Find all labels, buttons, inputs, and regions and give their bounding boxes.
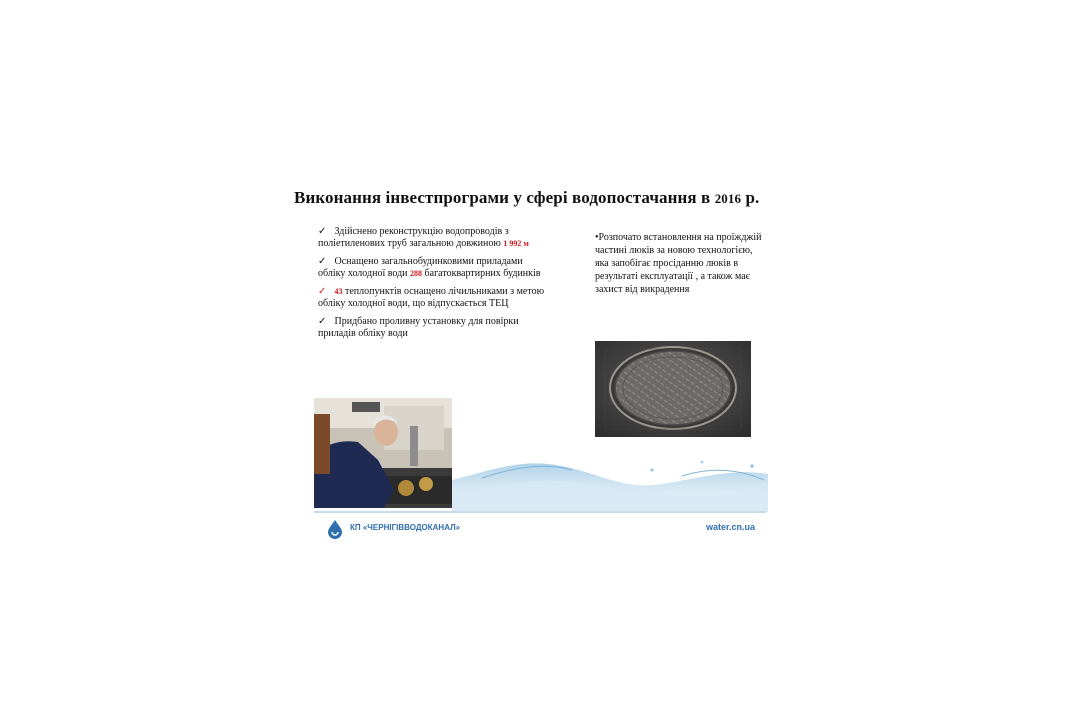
list-item xyxy=(318,256,550,280)
item-text: Придбано проливну установку для повірки приладів обліку води xyxy=(318,316,519,339)
checkmark-icon: ✓ xyxy=(318,256,327,267)
list-item xyxy=(318,316,550,340)
item-number: 1 992 м xyxy=(503,239,529,248)
item-number: 288 xyxy=(410,269,423,278)
checkmark-icon: ✓ xyxy=(318,316,327,327)
footer-divider xyxy=(314,511,766,513)
footer-website-link[interactable]: water.cn.ua xyxy=(706,522,756,532)
footer-brand: КП «ЧЕРНІГІВВОДОКАНАЛ» xyxy=(350,523,461,532)
checkmark-icon: ✓ xyxy=(318,226,327,237)
item-text: Здійснено реконструкцію водопроводів з поліетиленових труб загальною довжиною xyxy=(318,226,509,249)
slide-title xyxy=(294,188,794,208)
water-drop-logo-icon xyxy=(326,519,344,539)
item-number: 43 xyxy=(334,287,343,296)
item-text: Оснащено загальнобудинковими приладами обліку холодної води xyxy=(318,256,523,279)
list-item xyxy=(318,226,550,250)
list-item xyxy=(318,286,550,310)
manhole-note: •Розпочато встановлення на проїжджій частині люків за новою технологією, яка запобігає просіданню люків в результаті експлуатації , а також має захист від викрадення xyxy=(595,232,762,295)
item-text-post: теплопунктів оснащено лічильниками з метою обліку холодної води, що відпускається ТЕЦ xyxy=(318,286,545,309)
water-wave-decoration xyxy=(452,440,768,512)
title-year: 2016 xyxy=(714,191,742,206)
title-suffix: р. xyxy=(745,188,760,207)
technician-photo xyxy=(314,398,452,508)
item-text-post: багатоквартирних будинків xyxy=(424,268,541,279)
manhole-photo xyxy=(595,341,751,437)
achievements-list xyxy=(318,226,550,346)
title-main: Виконання інвестпрограми у сфері водопостачання в xyxy=(294,188,711,207)
checkmark-icon: ✓ xyxy=(318,286,327,297)
